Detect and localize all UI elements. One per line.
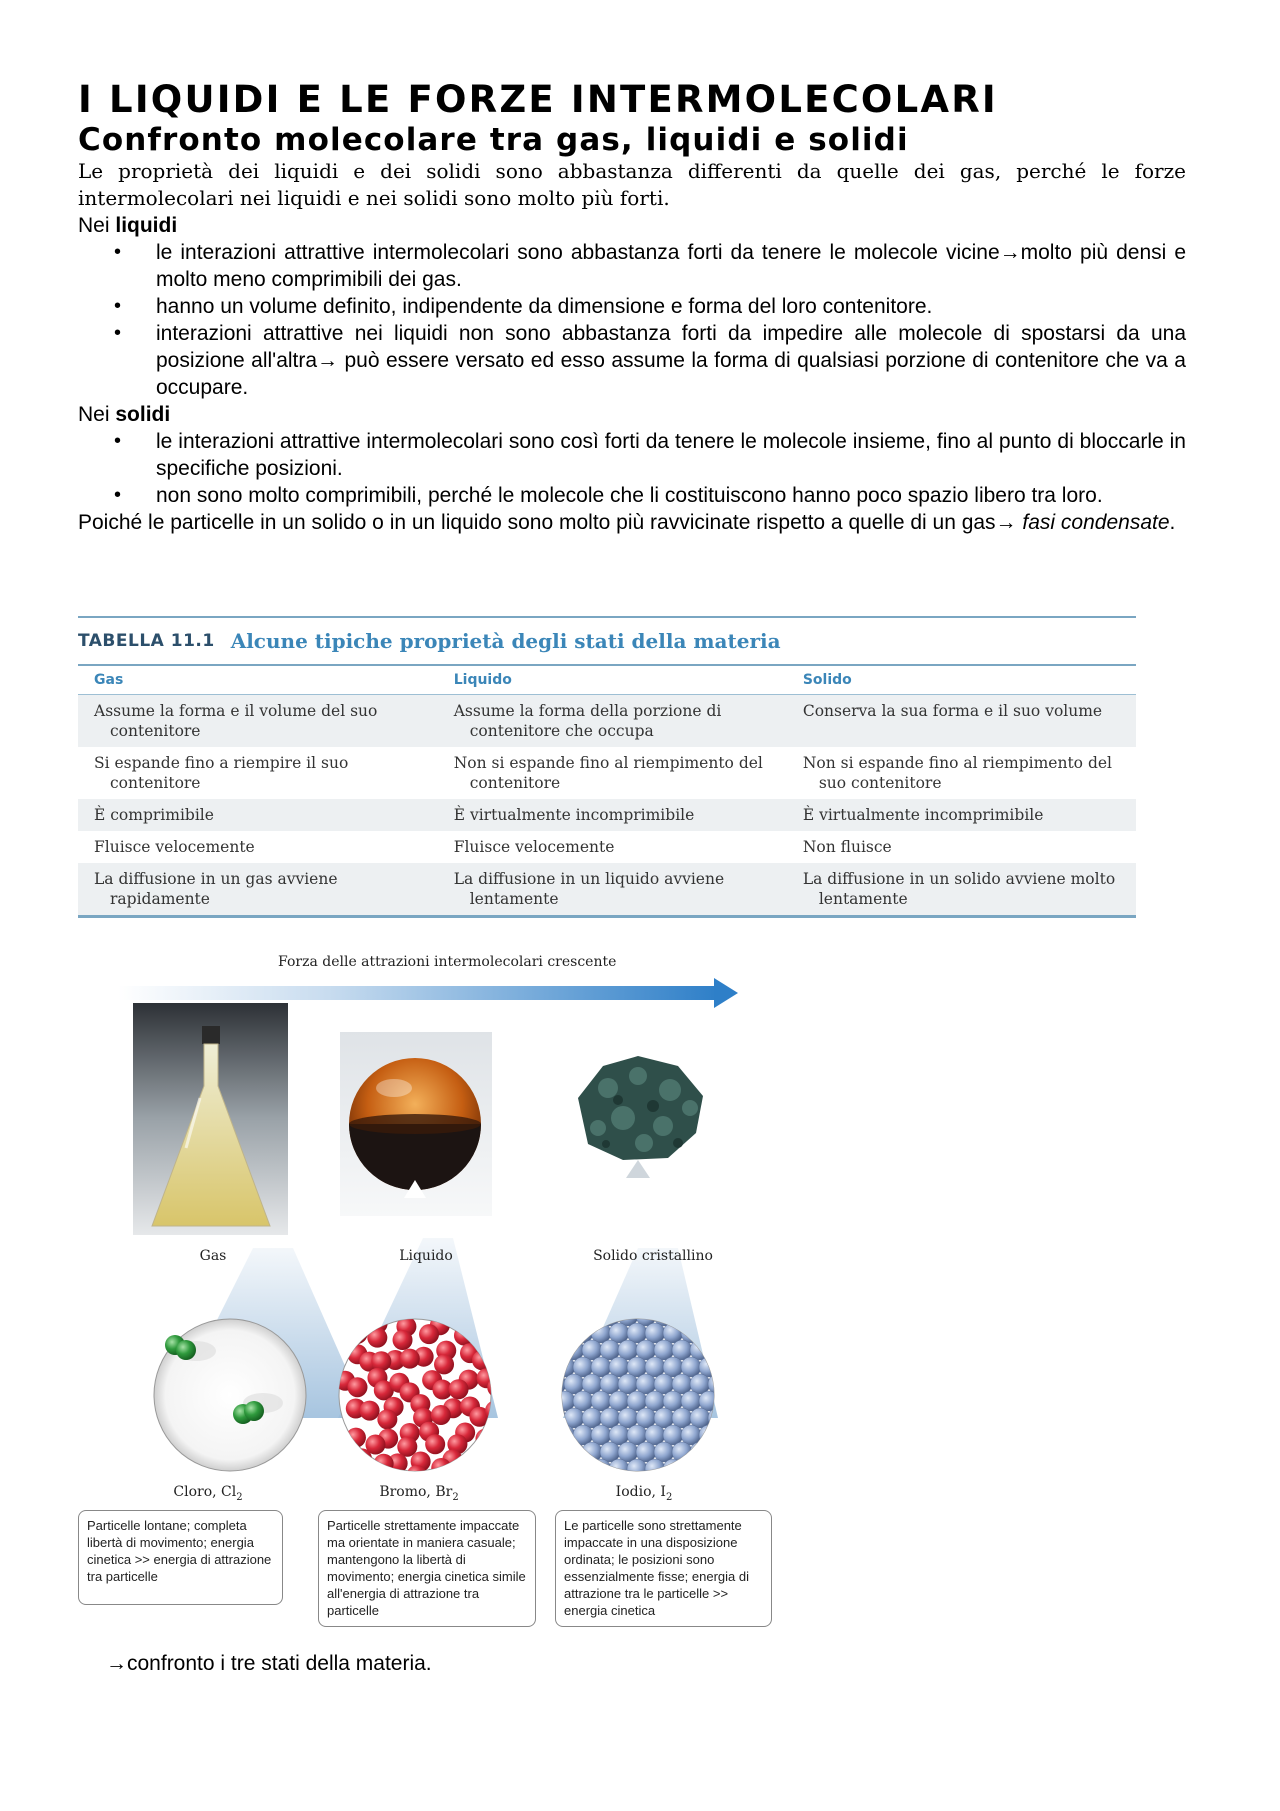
table-row [78, 863, 1136, 917]
iodine-atom [663, 1459, 683, 1479]
table-cell: Conserva la sua forma e il suo volume [787, 695, 1136, 748]
table-cell: Fluisce velocemente [94, 838, 255, 856]
bromine-atom [346, 1428, 366, 1448]
iodine-atom [564, 1306, 584, 1326]
bromine-atom [347, 1324, 367, 1344]
table-cell: Non si espande fino al riempimento del suo contenitore [802, 754, 1112, 792]
states-figure [78, 948, 778, 1648]
table-row [78, 747, 1136, 799]
bromine-atom [431, 1458, 451, 1478]
chlorine-molecules-view [154, 1319, 306, 1471]
table-row [78, 799, 1136, 831]
liquids-heading: Nei liquidi [78, 214, 178, 237]
list-item: • le interazioni attrattive intermolecolari sono così forti da tenere le molecole insieme, fino al punto di bloccarle in specifiche posizioni. [78, 428, 1186, 482]
iodine-atom [645, 1459, 665, 1479]
iodine-atom [555, 1323, 575, 1343]
solids-list [78, 428, 1186, 509]
list-item: • le interazioni attrattive intermolecolari sono abbastanza forti da tenere le molecole vicine→molto più densi e molto meno comprimibili dei gas. [78, 239, 1186, 293]
bromine-atom [487, 1377, 507, 1397]
bromine-atom [431, 1405, 451, 1425]
label-bromine: Bromo, $Br_2$ [379, 1484, 459, 1503]
bromine-bulb-photo [340, 1032, 492, 1216]
gas-description-box: Particelle lontane; completa libertà di movimento; energia cinetica >> energia di attrazione tra particelle [78, 1510, 283, 1605]
bromine-atom [348, 1462, 368, 1482]
bromine-atom [374, 1454, 394, 1474]
iodine-atom [717, 1391, 737, 1411]
table-cell: La diffusione in un liquido avviene lentamente [438, 863, 787, 917]
table-cell: Si espande fino a riempire il suo contenitore [94, 754, 349, 792]
iodine-atom [699, 1425, 719, 1445]
table-cell: Non fluisce [802, 838, 892, 856]
bromine-atom [425, 1434, 445, 1454]
list-item: • hanno un volume definito, indipendente da dimensione e forma del loro contenitore. [78, 293, 1186, 320]
bromine-atom [407, 1465, 427, 1485]
condensed-paragraph: Poiché le particelle in un solido o in un liquido sono molto più ravvicinate rispetto a quelle di un gas→ fasi condensate. [78, 511, 1176, 534]
bromine-atom [487, 1463, 507, 1483]
iodine-atom [708, 1442, 728, 1462]
states-illustration [78, 948, 778, 1508]
flask-photo [133, 1003, 288, 1235]
iodine-atom [564, 1442, 584, 1462]
bromine-atom [472, 1350, 492, 1370]
footer-note: →confronto i tre stati della materia. [106, 1652, 432, 1675]
list-item: • non sono molto comprimibili, perché le molecole che li costituiscono hanno poco spazio libero tra loro. [78, 482, 1186, 509]
bromine-atom [371, 1351, 391, 1371]
iodine-atom [627, 1459, 647, 1479]
table-cell: È virtualmente incomprimibile [787, 799, 1136, 831]
iodine-atom [708, 1306, 728, 1326]
iodine-molecules-view [546, 1306, 737, 1479]
bromine-atom [495, 1452, 515, 1472]
table-cell: Fluisce velocemente [453, 838, 615, 856]
iodine-atom [699, 1459, 719, 1479]
table-header-gas: Gas [78, 665, 438, 695]
bromine-atom [377, 1409, 397, 1429]
section-title: Confronto molecolare tra gas, liquidi e solidi [78, 122, 909, 158]
bromine-atom [352, 1448, 372, 1468]
iodine-atom [546, 1340, 566, 1360]
table-cell: Assume la forma e il volume del suo contenitore [78, 695, 438, 748]
bromine-atom [475, 1429, 495, 1449]
label-chlorine: Cloro, $Cl_2$ [173, 1484, 243, 1503]
bromine-atom [347, 1377, 367, 1397]
iodine-atom [717, 1357, 737, 1377]
force-arrow-label: Forza delle attrazioni intermolecolari crescente [278, 954, 617, 970]
iodine-atom [555, 1425, 575, 1445]
table-row [78, 695, 1136, 748]
iodine-atom [690, 1442, 710, 1462]
iodine-atom [555, 1459, 575, 1479]
iodine-crystals-photo [558, 1032, 718, 1216]
liquid-description-box: Particelle strettamente impaccate ma orientate in maniera casuale; mantengono la libertà di movimento; energia cinetica simile all'energia di attrazione tra particelle [318, 1510, 536, 1627]
table-cell: La diffusione in un gas avviene rapidamente [78, 863, 438, 917]
bromine-atom [449, 1379, 469, 1399]
table-cell: È virtualmente incomprimibile [438, 799, 787, 831]
table-header-liquid: Liquido [438, 665, 787, 695]
table-cell: La diffusione in un solido avviene molto lentamente [787, 863, 1136, 917]
iodine-atom [717, 1459, 737, 1479]
bromine-atom [477, 1368, 497, 1388]
document-body [78, 78, 1186, 536]
table-cell: È comprimibile [78, 799, 438, 831]
label-gas: Gas [199, 1248, 227, 1264]
table-row [78, 831, 1136, 863]
iodine-atom [582, 1306, 602, 1326]
label-iodine: Iodio, $I_2$ [615, 1484, 673, 1503]
iodine-atom [717, 1425, 737, 1445]
table-cell: Assume la forma della porzione di contenitore che occupa [438, 695, 787, 748]
table-title: TABELLA 11.1 Alcune tipiche proprietà degli stati della materia [78, 629, 781, 653]
bromine-atom [367, 1328, 387, 1348]
bromine-atom [393, 1330, 413, 1350]
iodine-atom [546, 1306, 566, 1326]
bromine-atom [489, 1427, 509, 1447]
bromine-atom [360, 1401, 380, 1421]
label-solid: Solido cristallino [593, 1248, 713, 1264]
liquids-list [78, 239, 1186, 401]
table-cell: Non si espande fino al riempimento del contenitore [453, 754, 763, 792]
properties-table [78, 616, 1136, 918]
iodine-atom [699, 1323, 719, 1343]
iodine-atom [717, 1323, 737, 1343]
bromine-atom [474, 1455, 494, 1475]
bromine-atom [501, 1352, 521, 1372]
iodine-atom [708, 1340, 728, 1360]
iodine-atom [546, 1442, 566, 1462]
page-title: I LIQUIDI E LE FORZE INTERMOLECOLARI [78, 78, 998, 121]
solids-heading: Nei solidi [78, 403, 171, 426]
table-header-solid: Solido [787, 665, 1136, 695]
solid-description-box: Le particelle sono strettamente impaccate in una disposizione ordinata; le posizioni sono essenzialmente fisse; energia di attrazione tra le particelle >> energia cinetica [555, 1510, 772, 1627]
bromine-atom [333, 1434, 353, 1454]
bromine-atom [460, 1454, 480, 1474]
iodine-atom [573, 1459, 593, 1479]
iodine-atom [591, 1459, 611, 1479]
bromine-atom [498, 1406, 518, 1426]
bromine-atom [491, 1343, 511, 1363]
bromine-atom [334, 1319, 354, 1339]
intro-paragraph: Le proprietà dei liquidi e dei solidi sono abbastanza differenti da quelle dei gas, perché le forze intermolecolari nei liquidi e nei solidi sono molto più forti. [78, 159, 1186, 210]
label-liquid: Liquido [399, 1248, 453, 1264]
bromine-atom [400, 1349, 420, 1369]
iodine-atom [681, 1459, 701, 1479]
bromine-atom [486, 1325, 506, 1345]
bromine-atom [419, 1324, 439, 1344]
list-item: • interazioni attrattive nei liquidi non sono abbastanza forti da impedire alle molecole di spostarsi da una posizione all'altra→ può essere versato ed esso assume la forma di qualsiasi porzione di contenitore che va a occupare. [78, 320, 1186, 401]
